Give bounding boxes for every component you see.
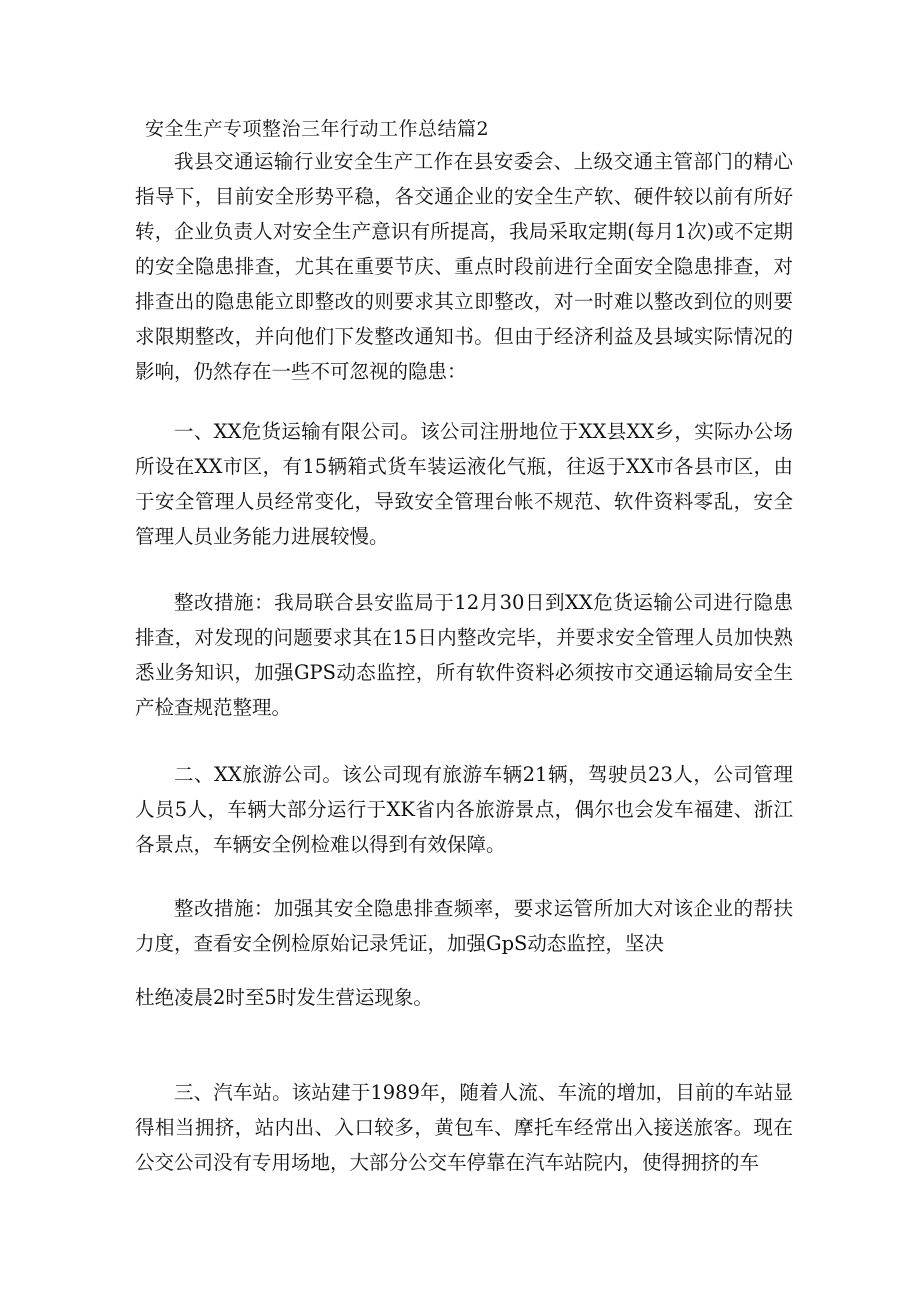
paragraph-section-3: 三、汽车站。该站建于1989年，随着人流、车流的增加，目前的车站显得相当拥挤，站内出、入口较多，黄包车、摩托车经常出入接送旅客。现在公交公司没有专用场地，大部分公交车停靠在汽车站院内，使得拥挤的车 xyxy=(135,1081,793,1174)
paragraph-section-1-rectification: 整改措施：我局联合县安监局于12月30日到XX危货运输公司进行隐患排查，对发现的问题要求其在15日内整改完毕，并要求安全管理人员加快熟悉业务知识，加强GPS动态监控，所有软件资料必须按市交通运输局安全生产检查规范整理。 xyxy=(135,591,793,719)
document-title: 安全生产专项整治三年行动工作总结篇2 xyxy=(145,118,490,140)
paragraph-section-1: 一、XX危货运输有限公司。该公司注册地位于XX县XX乡，实际办公场所设在XX市区，有15辆箱式货车装运液化气瓶，往返于XX市各县市区，由于安全管理人员经常变化，导致安全管理台帐不规范、软件资料零乱，安全管理人员业务能力进展较慢。 xyxy=(135,420,793,548)
paragraph-section-2-rectification-continued: 杜绝凌晨2时至5时发生营运现象。 xyxy=(135,986,433,1009)
paragraph-section-2: 二、XX旅游公司。该公司现有旅游车辆21辆，驾驶员23人，公司管理人员5人，车辆大部分运行于XK省内各旅游景点，偶尔也会发车福建、浙江各景点，车辆安全例检难以得到有效保障。 xyxy=(135,763,793,856)
paragraph-section-2-rectification: 整改措施：加强其安全隐患排查频率，要求运管所加大对该企业的帮扶力度，查看安全例检原始记录凭证，加强GpS动态监控，坚决 xyxy=(135,897,793,955)
paragraph-intro: 我县交通运输行业安全生产工作在县安委会、上级交通主管部门的精心指导下，目前安全形势平稳，各交通企业的安全生产软、硬件较以前有所好转，企业负责人对安全生产意识有所提高，我局采取定期(每月1次)或不定期的安全隐患排查，尤其在重要节庆、重点时段前进行全面安全隐患排查，对排查出的隐患能立即整改的则要求其立即整改，对一时难以整改到位的则要求限期整改，并向他们下发整改通知书。但由于经济利益及县域实际情况的影响，仍然存在一些不可忽视的隐患： xyxy=(135,150,793,383)
